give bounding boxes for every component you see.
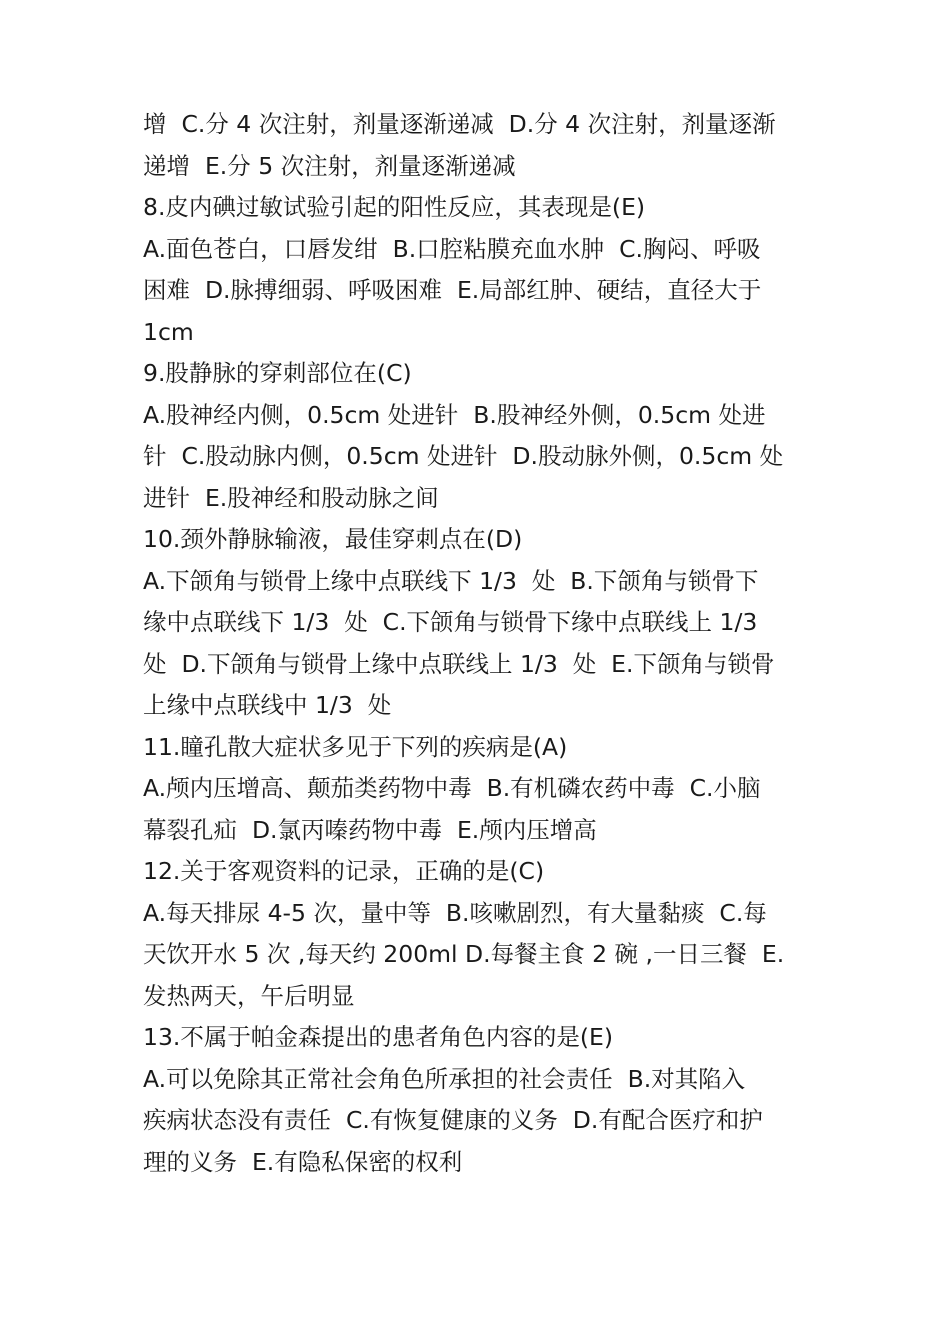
text-line: 针 C.股动脉内侧，0.5cm 处进针 D.股动脉外侧，0.5cm 处 xyxy=(143,442,784,470)
question-line: 11.瞳孔散大症状多见于下列的疾病是(A) xyxy=(143,732,568,761)
question-line: 12.关于客观资料的记录，正确的是(C) xyxy=(143,857,545,885)
text-line: 困难 D.脉搏细弱、呼吸困难 E.局部红肿、硬结，直径大于 xyxy=(143,276,762,304)
text-line: A.下颌角与锁骨上缘中点联线下 1/3 处 B.下颌角与锁骨下 xyxy=(143,566,759,595)
text-line: 缘中点联线下 1/3 处 C.下颌角与锁骨下缘中点联线上 1/3 xyxy=(143,608,758,636)
document-page xyxy=(143,104,811,1183)
text-line: 疾病状态没有责任 C.有恢复健康的义务 D.有配合医疗和护 xyxy=(143,1106,763,1134)
text-line: 1cm xyxy=(143,317,194,346)
text-line: 天饮开水 5 次 ,每天约 200ml D.每餐主食 2 碗 ,一日三餐 E. xyxy=(143,940,785,968)
text-line: 进针 E.股神经和股动脉之间 xyxy=(143,483,439,512)
text-line: A.可以免除其正常社会角色所承担的社会责任 B.对其陷入 xyxy=(143,1064,746,1093)
question-line: 8.皮内碘过敏试验引起的阳性反应，其表现是(E) xyxy=(143,193,646,221)
text-line: 递增 E.分 5 次注射，剂量逐渐递减 xyxy=(143,151,516,180)
text-line: A.每天排尿 4-5 次，量中等 B.咳嗽剧烈，有大量黏痰 C.每 xyxy=(143,898,767,927)
question-line: 13.不属于帕金森提出的患者角色内容的是(E) xyxy=(143,1023,614,1051)
text-line: 增 C.分 4 次注射，剂量逐渐递减 D.分 4 次注射，剂量逐渐 xyxy=(143,110,776,138)
text-line: 理的义务 E.有隐私保密的权利 xyxy=(143,1147,463,1176)
text-line: A.股神经内侧，0.5cm 处进针 B.股神经外侧，0.5cm 处进 xyxy=(143,400,766,429)
question-line: 10.颈外静脉输液，最佳穿刺点在(D) xyxy=(143,525,523,553)
text-line: 幕裂孔疝 D.氯丙嗪药物中毒 E.颅内压增高 xyxy=(143,815,597,844)
text-line: A.面色苍白，口唇发绀 B.口腔粘膜充血水肿 C.胸闷、呼吸 xyxy=(143,234,761,263)
question-line: 9.股静脉的穿刺部位在(C) xyxy=(143,359,412,387)
text-line: 发热两天，午后明显 xyxy=(143,981,355,1010)
text-line: 处 D.下颌角与锁骨上缘中点联线上 1/3 处 E.下颌角与锁骨 xyxy=(143,649,775,678)
text-line: A.颅内压增高、颠茄类药物中毒 B.有机磷农药中毒 C.小脑 xyxy=(143,774,761,802)
text-line: 上缘中点联线中 1/3 处 xyxy=(143,691,392,719)
